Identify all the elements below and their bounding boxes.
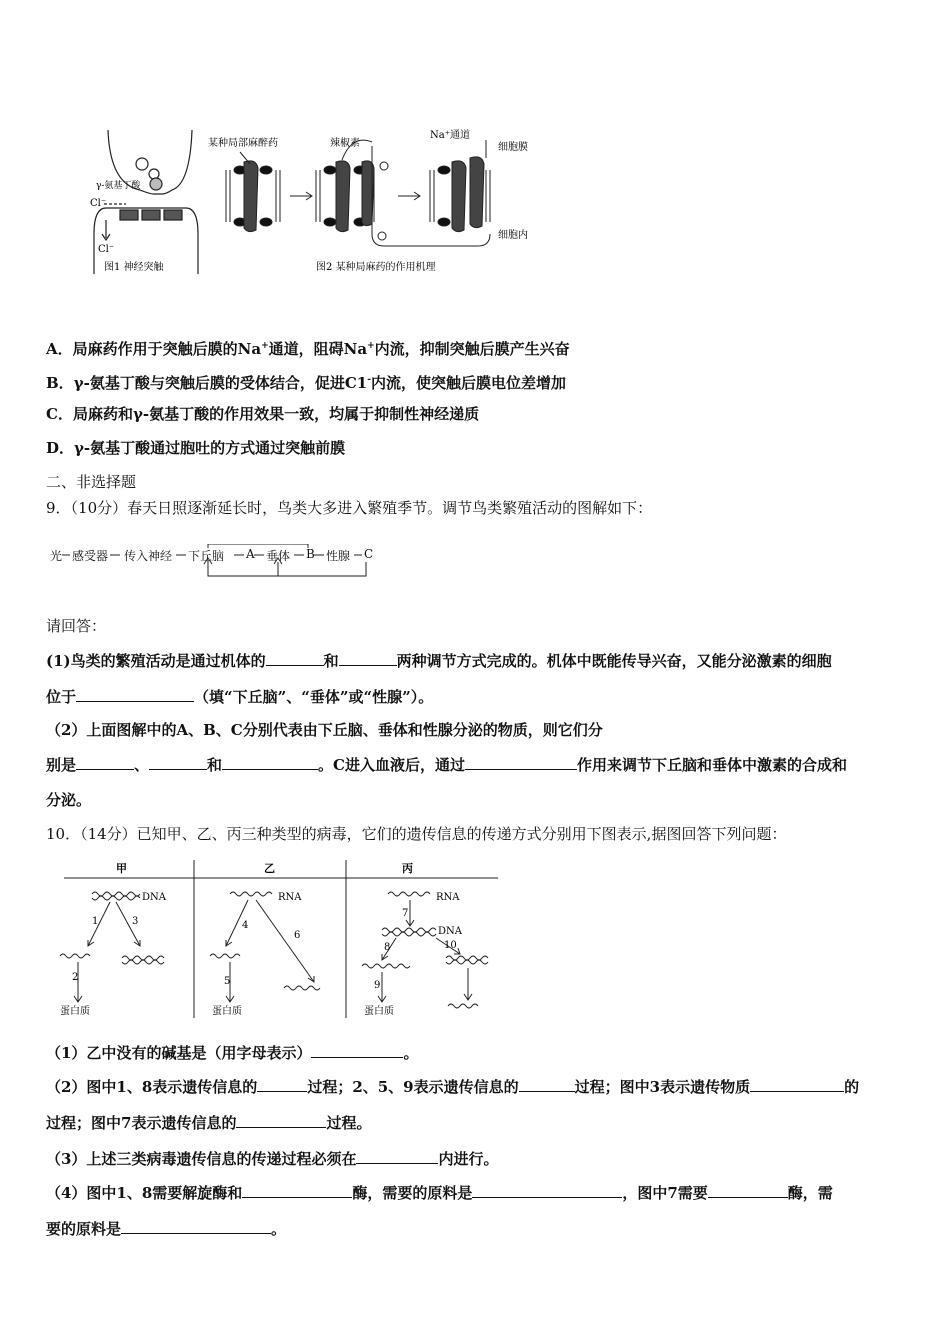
q9-part2-line2	[46, 754, 906, 775]
q9-part2-line3: 分泌。	[46, 791, 92, 809]
bing-protein: 蛋白质	[364, 1006, 394, 1017]
q10-sub4-line1	[46, 1182, 906, 1203]
num-2: 2	[72, 972, 79, 983]
option-text: 通道，阻碍Na	[268, 340, 368, 358]
synapse-figures	[80, 124, 560, 280]
option-sup: +	[367, 341, 375, 351]
text: 、	[134, 756, 150, 774]
flow-gonad: 性腺	[326, 549, 351, 563]
q9-part2-line1: （2）上面图解中的A、B、C分别代表由下丘脑、垂体和性腺分泌的物质，则它们分	[46, 721, 603, 739]
jia-protein: 蛋白质	[60, 1006, 90, 1017]
figure-1-caption: 图1 神经突触	[104, 262, 164, 273]
answer-blank[interactable]	[236, 1112, 326, 1128]
option-letter: D．	[46, 439, 75, 457]
text: 的	[844, 1078, 860, 1096]
text: 要的原料是	[46, 1220, 122, 1238]
text: （3）上述三类病毒遗传信息的传递过程必须在	[46, 1150, 357, 1168]
cl-bottom-label: Cl⁻	[98, 244, 115, 255]
q10-sub3	[46, 1148, 906, 1169]
option-text: 局麻药和γ-氨基丁酸的作用效果一致，均属于抑制性神经递质	[72, 405, 480, 423]
inside-label: 细胞内	[498, 230, 528, 241]
cl-label: Cl⁻	[90, 198, 107, 209]
text: 过程。	[326, 1114, 372, 1132]
text: 酶，需要的原料是	[352, 1184, 473, 1202]
flow-b: B	[306, 547, 315, 561]
answer-blank[interactable]	[519, 1076, 575, 1092]
text: 过程；图中3表示遗传物质	[574, 1078, 751, 1096]
option-sup: +	[261, 341, 269, 351]
option-sup: -	[367, 375, 371, 385]
num-5: 5	[224, 976, 231, 987]
q9-prompt: 请回答：	[46, 617, 107, 635]
answer-blank[interactable]	[708, 1182, 788, 1198]
flow-pituitary: 垂体	[266, 549, 291, 563]
text: （1）乙中没有的碱基是（用字母表示）	[46, 1044, 312, 1062]
figure-2-membranes	[226, 140, 490, 246]
option-letter: B．	[46, 374, 74, 392]
text: 。C进入血液后，通过	[318, 756, 465, 774]
na-channel-label: Na⁺通道	[430, 130, 470, 141]
gaba-label: γ-氨基丁酸	[96, 181, 141, 191]
answer-blank[interactable]	[121, 1218, 271, 1234]
answer-blank[interactable]	[356, 1148, 438, 1164]
col-yi: 乙	[264, 862, 275, 875]
flow-a: A	[246, 547, 255, 561]
answer-blank[interactable]	[242, 1182, 352, 1198]
answer-blank[interactable]	[76, 686, 194, 702]
num-7: 7	[402, 908, 409, 919]
num-3: 3	[132, 916, 139, 927]
text: 酶，需	[787, 1184, 833, 1202]
option-text: 内流，抑制突触后膜产生兴奋	[374, 340, 570, 358]
answer-blank[interactable]	[76, 754, 134, 770]
num-10: 10	[444, 940, 457, 951]
jia-dna: DNA	[142, 892, 166, 903]
answer-blank[interactable]	[222, 754, 318, 770]
text: 作用来调节下丘脑和垂体中激素的合成和	[577, 756, 848, 774]
text: 两种调节方式完成的。机体中既能传导兴奋，又能分泌激素的细胞	[396, 652, 832, 670]
option-b	[46, 370, 906, 393]
answer-blank[interactable]	[339, 650, 397, 666]
answer-blank[interactable]	[472, 1182, 622, 1198]
figure-2-caption: 图2 某种局麻药的作用机理	[316, 262, 436, 273]
answer-blank[interactable]	[465, 754, 577, 770]
text: (1)鸟类的繁殖活动是通过机体的	[46, 652, 266, 670]
num-4: 4	[242, 920, 249, 931]
option-text: 局麻药作用于突触后膜的Na	[72, 340, 262, 358]
yi-protein: 蛋白质	[212, 1006, 242, 1017]
answer-blank[interactable]	[750, 1076, 844, 1092]
answer-blank[interactable]	[149, 754, 207, 770]
answer-blank[interactable]	[257, 1076, 307, 1092]
option-text: γ-氨基丁酸通过胞吐的方式通过突触前膜	[74, 439, 346, 457]
option-text: 内流，使突触后膜电位差增加	[370, 374, 566, 392]
drug-label: 某种局部麻醉药	[208, 138, 278, 149]
q9-flow-diagram	[48, 544, 378, 580]
flow-light: 光	[50, 549, 63, 563]
answer-blank[interactable]	[311, 1042, 403, 1058]
q10-virus-diagram	[52, 856, 502, 1020]
q9-part1-line1	[46, 650, 906, 671]
text: ，图中7需要	[622, 1184, 708, 1202]
q9-part1-line2	[46, 686, 906, 707]
q10-sub1	[46, 1042, 906, 1063]
text: 过程；图中7表示遗传信息的	[46, 1114, 237, 1132]
text: 内进行。	[438, 1150, 499, 1168]
q10-sub2-line2	[46, 1112, 906, 1133]
text: 过程；2、5、9表示遗传信息的	[307, 1078, 519, 1096]
col-bing: 丙	[402, 862, 413, 875]
col-jia: 甲	[116, 862, 127, 875]
option-letter: C．	[46, 405, 73, 423]
flow-hypothalamus: 下丘脑	[188, 549, 225, 563]
capsaicin-label: 辣椒素	[330, 138, 360, 149]
q10-stem: 10．（14分）已知甲、乙、丙三种类型的病毒，它们的遗传信息的传递方式分别用下图表示,据图回答下列问题：	[46, 825, 787, 843]
text: 和	[323, 652, 339, 670]
flow-c: C	[364, 547, 374, 561]
text: （4）图中1、8需要解旋酶和	[46, 1184, 243, 1202]
text: （2）图中1、8表示遗传信息的	[46, 1078, 258, 1096]
text: 。	[271, 1220, 287, 1238]
num-9: 9	[374, 980, 381, 991]
text: 和	[207, 756, 223, 774]
option-text: γ-氨基丁酸与突触后膜的受体结合，促进C1	[73, 374, 368, 392]
answer-blank[interactable]	[266, 650, 324, 666]
flow-receptor: 感受器	[72, 549, 109, 563]
bing-rna: RNA	[436, 892, 460, 903]
option-letter: A．	[46, 340, 73, 358]
q9-stem: 9．（10分）春天日照逐渐延长时，鸟类大多进入繁殖季节。调节鸟类繁殖活动的图解如下：	[46, 499, 653, 517]
yi-rna: RNA	[278, 892, 302, 903]
num-1: 1	[92, 916, 99, 927]
num-8: 8	[384, 942, 391, 953]
text: 位于	[46, 688, 77, 706]
bing-dna: DNA	[438, 926, 462, 937]
option-a	[46, 336, 906, 359]
num-6: 6	[294, 930, 301, 941]
option-c	[46, 404, 906, 424]
q10-sub4-line2	[46, 1218, 906, 1239]
text: （填“下丘脑”、“垂体”或“性腺”）。	[194, 688, 434, 706]
section-2-title: 二、非选择题	[46, 473, 137, 491]
q10-sub2-line1	[46, 1076, 906, 1097]
text: 别是	[46, 756, 77, 774]
membrane-label: 细胞膜	[498, 142, 528, 153]
option-d	[46, 438, 906, 458]
flow-afferent: 传入神经	[124, 549, 173, 563]
text: 。	[403, 1044, 419, 1062]
